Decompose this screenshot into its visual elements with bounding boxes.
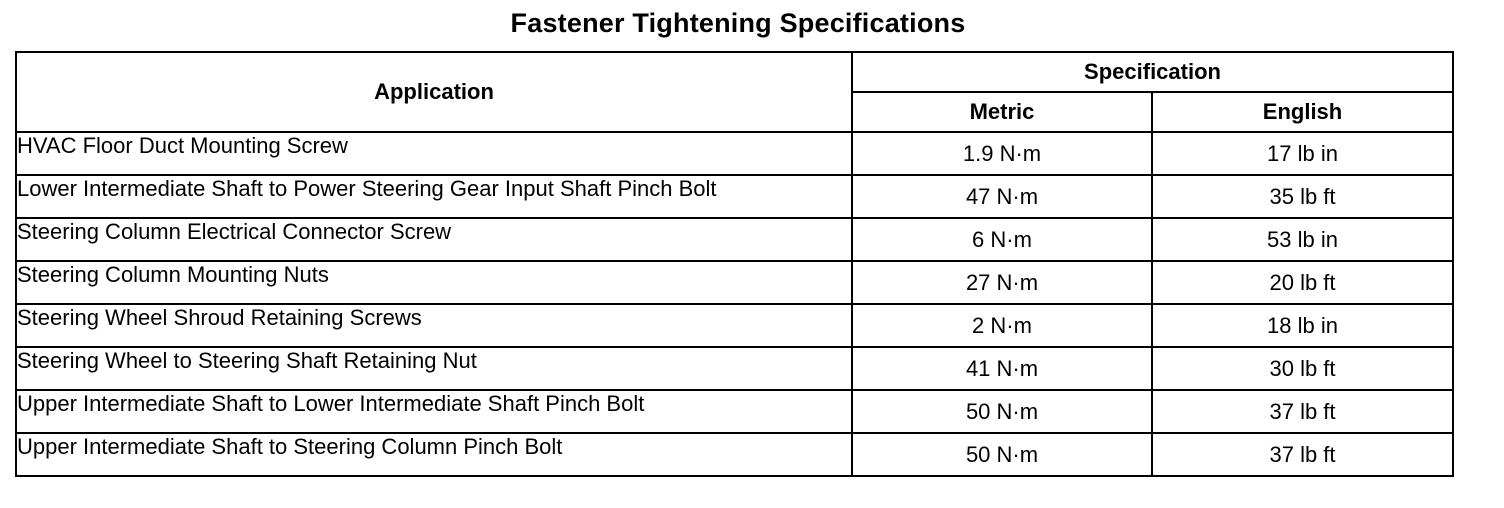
english-header: English bbox=[1152, 92, 1453, 132]
metric-header: Metric bbox=[852, 92, 1152, 132]
table-row bbox=[16, 132, 1453, 175]
english-cell: 37 lb ft bbox=[1152, 390, 1453, 433]
english-cell: 30 lb ft bbox=[1152, 347, 1453, 390]
application-cell: Steering Wheel Shroud Retaining Screws bbox=[16, 304, 852, 347]
english-cell: 20 lb ft bbox=[1152, 261, 1453, 304]
metric-cell: 6 N·m bbox=[852, 218, 1152, 261]
metric-cell: 50 N·m bbox=[852, 390, 1152, 433]
application-cell: HVAC Floor Duct Mounting Screw bbox=[16, 132, 852, 175]
application-header: Application bbox=[16, 52, 852, 132]
english-cell: 18 lb in bbox=[1152, 304, 1453, 347]
table-row bbox=[16, 218, 1453, 261]
metric-cell: 50 N·m bbox=[852, 433, 1152, 476]
application-cell: Upper Intermediate Shaft to Lower Intermediate Shaft Pinch Bolt bbox=[16, 390, 852, 433]
english-cell: 17 lb in bbox=[1152, 132, 1453, 175]
metric-cell: 41 N·m bbox=[852, 347, 1152, 390]
table-row bbox=[16, 175, 1453, 218]
table-row bbox=[16, 433, 1453, 476]
application-cell: Upper Intermediate Shaft to Steering Column Pinch Bolt bbox=[16, 433, 852, 476]
fastener-spec-table bbox=[15, 51, 1454, 477]
metric-cell: 27 N·m bbox=[852, 261, 1152, 304]
english-cell: 37 lb ft bbox=[1152, 433, 1453, 476]
english-cell: 53 lb in bbox=[1152, 218, 1453, 261]
table-row bbox=[16, 347, 1453, 390]
specification-header: Specification bbox=[852, 52, 1453, 92]
metric-cell: 1.9 N·m bbox=[852, 132, 1152, 175]
application-cell: Lower Intermediate Shaft to Power Steering Gear Input Shaft Pinch Bolt bbox=[16, 175, 852, 218]
table-title: Fastener Tightening Specifications bbox=[510, 8, 966, 38]
application-cell: Steering Wheel to Steering Shaft Retaining Nut bbox=[16, 347, 852, 390]
table-row bbox=[16, 261, 1453, 304]
application-cell: Steering Column Mounting Nuts bbox=[16, 261, 852, 304]
metric-cell: 2 N·m bbox=[852, 304, 1152, 347]
table-row bbox=[16, 390, 1453, 433]
metric-cell: 47 N·m bbox=[852, 175, 1152, 218]
english-cell: 35 lb ft bbox=[1152, 175, 1453, 218]
application-cell: Steering Column Electrical Connector Screw bbox=[16, 218, 852, 261]
table-row bbox=[16, 304, 1453, 347]
